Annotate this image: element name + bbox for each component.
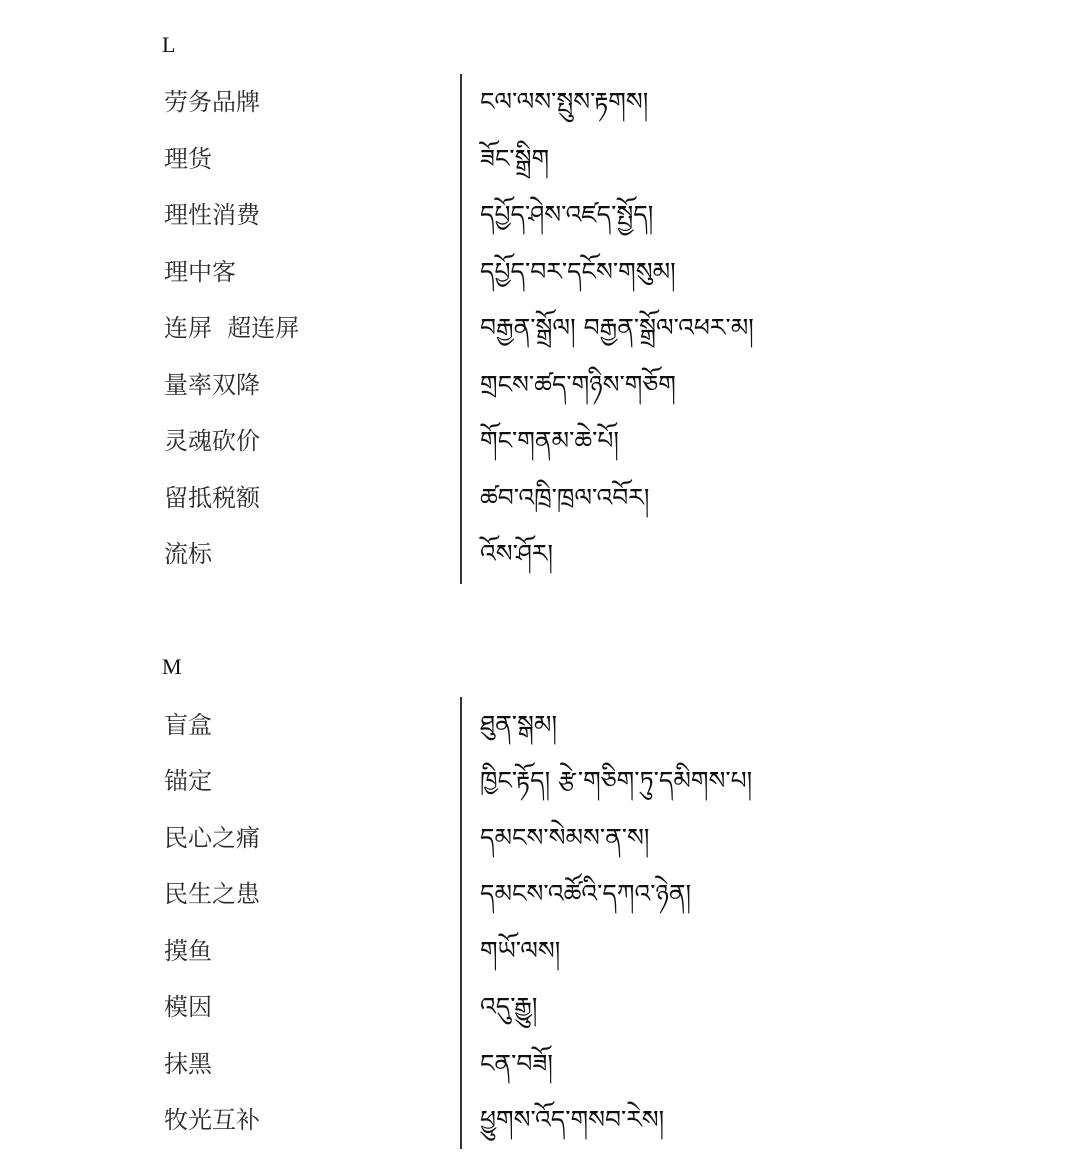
list-item bbox=[0, 989, 1080, 1045]
tibetan-term: དཔྱོད་ཤེས་འཛད་སྤྱོད། bbox=[480, 200, 654, 229]
chinese-term: 锚定 bbox=[164, 767, 212, 795]
tibetan-term: ངན་བཟོ། bbox=[480, 1049, 553, 1078]
chinese-term: 量率双降 bbox=[164, 371, 260, 399]
tibetan-term: དམངས་སེམས་ན་ས། bbox=[480, 823, 650, 852]
tibetan-term: ཐུན་སྒམ། bbox=[480, 710, 558, 739]
chinese-term: 留抵税额 bbox=[164, 484, 260, 512]
tibetan-term: ཚབ་འཁྲི་ཁྲལ་འབོར། bbox=[480, 483, 650, 512]
tibetan-term: གཡོ་ལས། bbox=[480, 936, 561, 965]
chinese-term: 抹黑 bbox=[164, 1050, 212, 1078]
list-item bbox=[0, 536, 1080, 592]
chinese-term: 民心之痛 bbox=[164, 824, 260, 852]
tibetan-term: འོས་ཤོར། bbox=[480, 539, 554, 568]
list-item bbox=[0, 480, 1080, 536]
chinese-term: 连屏 超连屏 bbox=[164, 314, 300, 342]
tibetan-term: འདུ་རྒྱུ། bbox=[480, 992, 538, 1021]
tibetan-term: ངལ་ལས་སྤུས་རྟགས། bbox=[480, 87, 649, 116]
list-item bbox=[0, 876, 1080, 932]
chinese-term: 流标 bbox=[164, 540, 212, 568]
tibetan-term: གོང་གནམ་ཆེ་པོ། bbox=[480, 426, 619, 455]
section-letter: M bbox=[162, 654, 182, 679]
tibetan-term: ཟོང་སྒྲིག bbox=[480, 144, 550, 173]
list-item bbox=[0, 1046, 1080, 1102]
tibetan-term: གྲངས་ཚད་གཉིས་གཅོག bbox=[480, 370, 676, 399]
tibetan-term: བརྒྱན་སྒྲོལ། བརྒྱན་སྒྲོལ་འཕར་མ། bbox=[480, 313, 754, 342]
tibetan-term: དཔྱོད་བར་དངོས་གསུམ། bbox=[480, 257, 676, 286]
tibetan-term: ཕྱུགས་འོད་གསབ་རེས། bbox=[480, 1105, 665, 1134]
list-item bbox=[0, 763, 1080, 819]
chinese-term: 理性消费 bbox=[164, 201, 260, 229]
chinese-term: 劳务品牌 bbox=[164, 88, 260, 116]
list-item bbox=[0, 707, 1080, 763]
list-item bbox=[0, 197, 1080, 253]
chinese-term: 理货 bbox=[164, 145, 212, 173]
chinese-term: 摸鱼 bbox=[164, 937, 212, 965]
list-item bbox=[0, 820, 1080, 876]
list-item bbox=[0, 423, 1080, 479]
list-item bbox=[0, 254, 1080, 310]
chinese-term: 理中客 bbox=[164, 258, 236, 286]
list-item bbox=[0, 141, 1080, 197]
list-item bbox=[0, 310, 1080, 366]
list-item bbox=[0, 1102, 1080, 1158]
chinese-term: 灵魂砍价 bbox=[164, 427, 260, 455]
list-item bbox=[0, 933, 1080, 989]
list-item bbox=[0, 367, 1080, 423]
chinese-term: 民生之患 bbox=[164, 880, 260, 908]
chinese-term: 牧光互补 bbox=[164, 1106, 260, 1134]
section-letter: L bbox=[162, 32, 176, 57]
chinese-term: 模因 bbox=[164, 993, 212, 1021]
tibetan-term: དམངས་འཚོའི་དཀའ་ཉེན། bbox=[480, 879, 692, 908]
list-item bbox=[0, 84, 1080, 140]
tibetan-term: ཁྱིང་རྟོད། རྩེ་གཅིག་ཏུ་དམིགས་པ། bbox=[480, 766, 753, 795]
chinese-term: 盲盒 bbox=[164, 711, 212, 739]
